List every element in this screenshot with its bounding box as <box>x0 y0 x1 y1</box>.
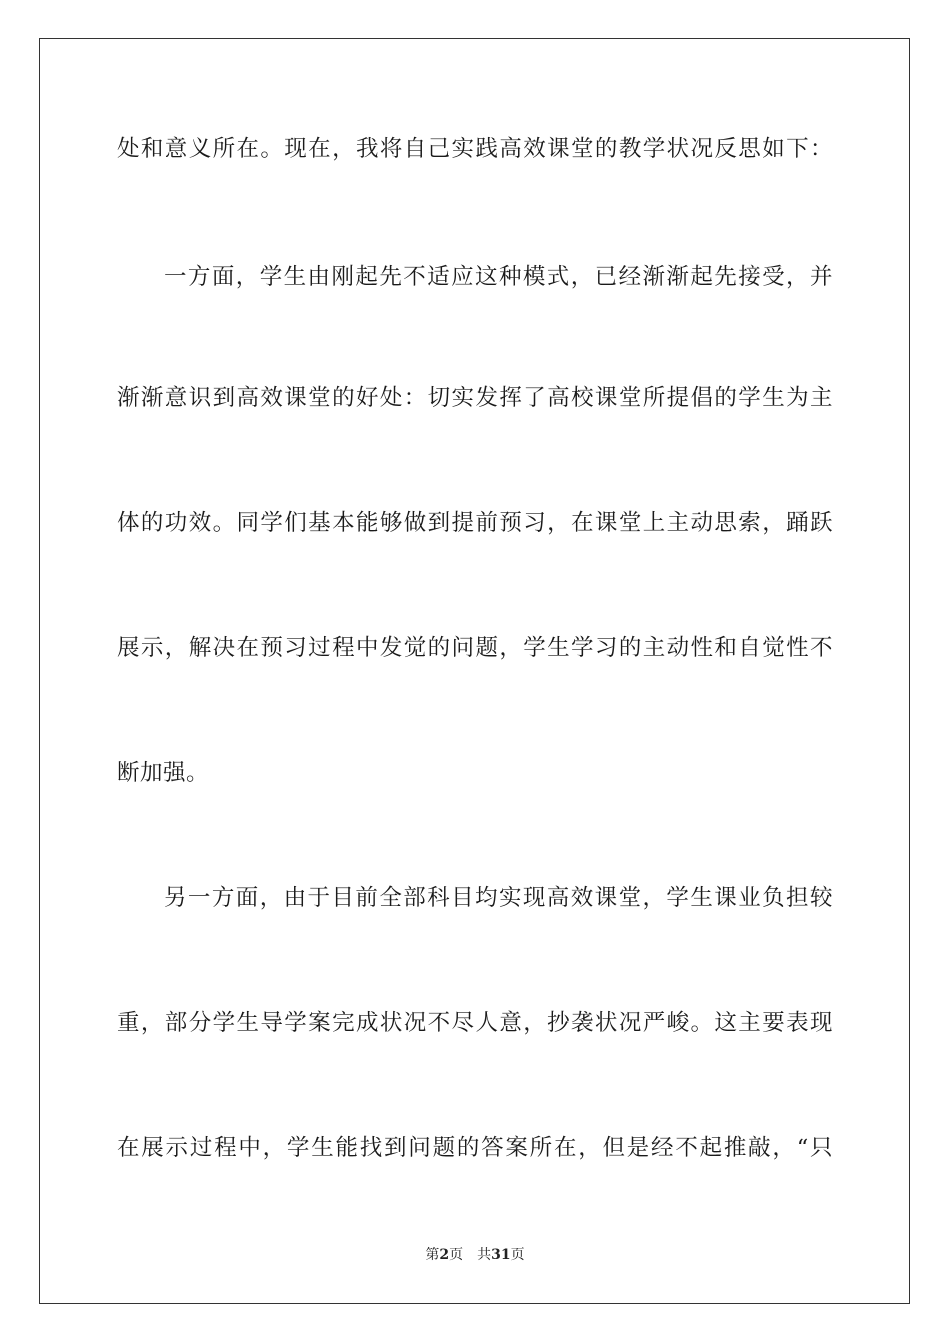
page-prefix: 第 <box>425 1247 440 1263</box>
paragraph-line: 另一方面，由于目前全部科目均实现高效课堂，学生课业负担较 <box>164 885 833 911</box>
page-number: 2 <box>439 1247 450 1263</box>
paragraph-line: 展示，解决在预习过程中发觉的问题，学生学习的主动性和自觉性不 <box>117 635 833 661</box>
paragraph-line: 一方面，学生由刚起先不适应这种模式，已经渐渐起先接受，并 <box>164 264 833 290</box>
paragraph-line: 处和意义所在。现在，我将自己实践高效课堂的教学状况反思如下： <box>117 136 833 162</box>
paragraph-line: 重，部分学生导学案完成状况不尽人意，抄袭状况严峻。这主要表现 <box>117 1010 833 1036</box>
total-pages: 31 <box>491 1247 511 1263</box>
paragraph-line: 体的功效。同学们基本能够做到提前预习，在课堂上主动思索，踊跃 <box>117 510 833 536</box>
total-prefix: 共 <box>477 1247 492 1263</box>
page-footer <box>0 1246 950 1264</box>
page-border <box>39 38 910 1304</box>
paragraph-line: 渐渐意识到高效课堂的好处：切实发挥了高校课堂所提倡的学生为主 <box>117 385 833 411</box>
paragraph-line: 在展示过程中，学生能找到问题的答案所在，但是经不起推敲，“只 <box>117 1135 833 1161</box>
paragraph-line: 断加强。 <box>117 760 210 786</box>
total-unit: 页 <box>510 1247 525 1263</box>
page-unit: 页 <box>449 1247 464 1263</box>
